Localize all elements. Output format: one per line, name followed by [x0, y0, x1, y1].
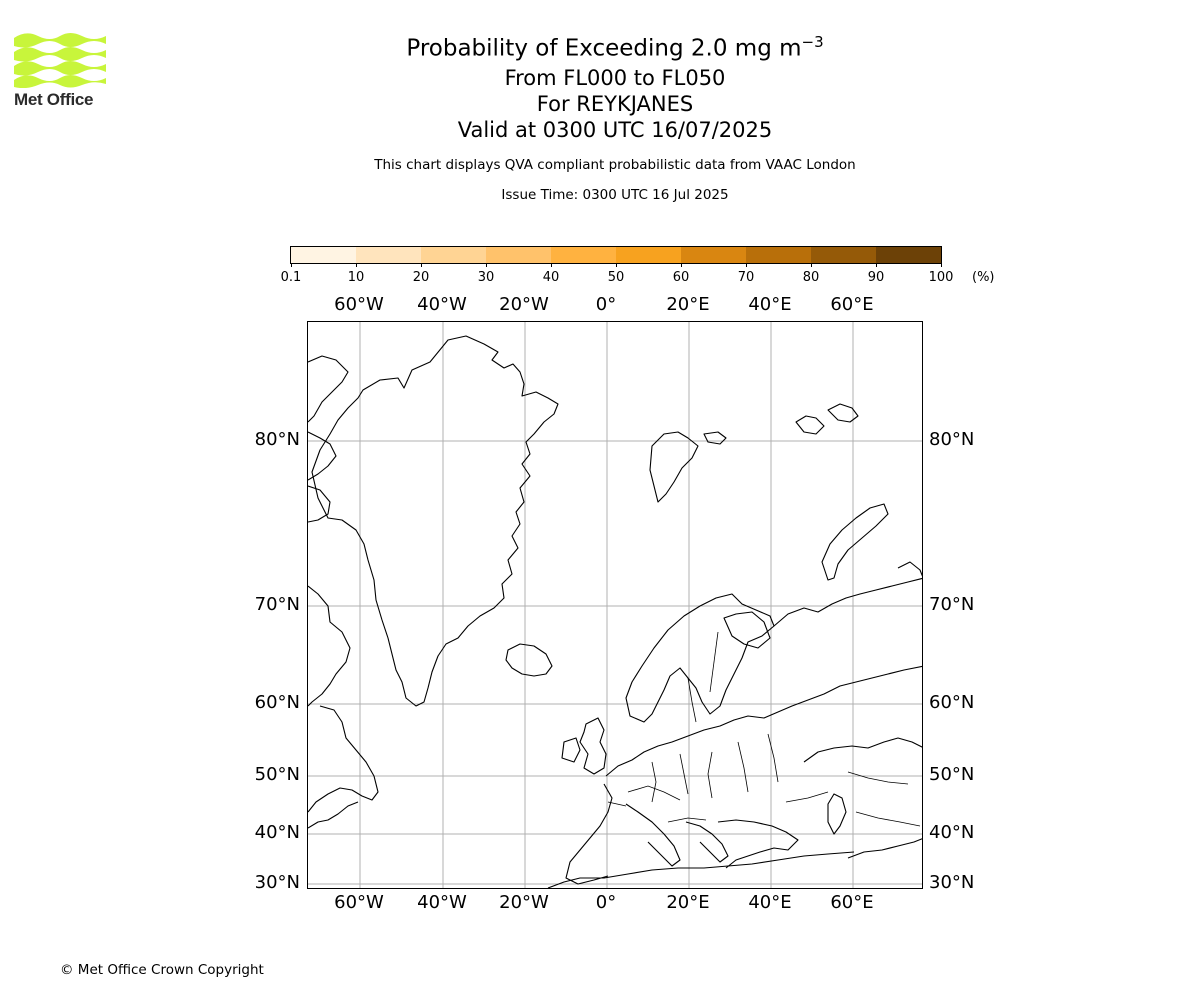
- met-office-logo: [14, 30, 108, 110]
- colorbar-tick-label: 90: [867, 270, 885, 285]
- colorbar-tick: [811, 263, 812, 267]
- colorbar-scale: [290, 246, 942, 264]
- colorbar-tick: [681, 263, 682, 267]
- colorbar-tick-label: 80: [802, 270, 820, 285]
- lat-label-left: 40°N: [254, 822, 300, 843]
- colorbar-tick-label: 50: [607, 270, 625, 285]
- lon-label-bottom: 40°E: [748, 892, 792, 913]
- colorbar-tick-label: 20: [412, 270, 430, 285]
- colorbar-segment: [616, 247, 681, 263]
- issue-time: Issue Time: 0300 UTC 16 Jul 2025: [501, 186, 729, 203]
- colorbar-tick: [551, 263, 552, 267]
- lat-label-left: 60°N: [254, 692, 300, 713]
- lat-label-left: 70°N: [254, 594, 300, 615]
- colorbar-segment: [356, 247, 421, 263]
- colorbar-tick-label: 30: [477, 270, 495, 285]
- colorbar-tick-label: 40: [542, 270, 560, 285]
- borders: [608, 632, 920, 826]
- colorbar-unit: (%): [972, 270, 995, 285]
- colorbar-tick-label: 70: [737, 270, 755, 285]
- lat-label-left: 30°N: [254, 872, 300, 893]
- lon-label-bottom: 60°W: [334, 892, 384, 913]
- lat-label-right: 40°N: [929, 822, 975, 843]
- colorbar-segment: [811, 247, 876, 263]
- colorbar-tick: [746, 263, 747, 267]
- coastline-map: [308, 322, 923, 889]
- title-exponent: −3: [801, 33, 824, 51]
- colorbar-segment: [746, 247, 811, 263]
- chart-header: [315, 26, 915, 203]
- valid-time: Valid at 0300 UTC 16/07/2025: [457, 117, 773, 142]
- lon-label-top: 0°: [595, 294, 617, 315]
- copyright-text: © Met Office Crown Copyright: [60, 962, 264, 978]
- lat-label-right: 30°N: [929, 872, 975, 893]
- lat-label-right: 60°N: [929, 692, 975, 713]
- lon-label-top: 60°W: [334, 294, 384, 315]
- colorbar-tick: [291, 263, 292, 267]
- chart-description: This chart displays QVA compliant probabilistic data from VAAC London: [374, 156, 856, 173]
- colorbar-tick: [486, 263, 487, 267]
- lon-label-top: 40°W: [417, 294, 467, 315]
- wave-logo-icon: [14, 30, 106, 88]
- colorbar-tick-label: 0.1: [280, 270, 302, 285]
- lat-label-left: 80°N: [254, 429, 300, 450]
- lon-label-top: 60°E: [830, 294, 874, 315]
- map-panel[interactable]: [307, 321, 923, 889]
- colorbar-tick-label: 60: [672, 270, 690, 285]
- colorbar-segment: [876, 247, 941, 263]
- colorbar-tick: [941, 263, 942, 267]
- volcano-name: For REYKJANES: [536, 91, 694, 116]
- colorbar-segment: [551, 247, 616, 263]
- colorbar-tick: [876, 263, 877, 267]
- lon-label-bottom: 20°W: [499, 892, 549, 913]
- logo-text: Met Office: [14, 90, 94, 109]
- colorbar-segment: [421, 247, 486, 263]
- chart-title: Probability of Exceeding 2.0 mg $m^{-3}$: [406, 33, 824, 62]
- lon-label-bottom: 60°E: [830, 892, 874, 913]
- colorbar-segment: [681, 247, 746, 263]
- lon-label-bottom: 40°W: [417, 892, 467, 913]
- lat-label-left: 50°N: [254, 764, 300, 785]
- colorbar-tick: [356, 263, 357, 267]
- colorbar-segment: [291, 247, 356, 263]
- lon-label-top: 40°E: [748, 294, 792, 315]
- lon-label-top: 20°W: [499, 294, 549, 315]
- lon-label-bottom: 20°E: [666, 892, 710, 913]
- lon-label-top: 20°E: [666, 294, 710, 315]
- colorbar-tick: [421, 263, 422, 267]
- colorbar-tick: [616, 263, 617, 267]
- lat-label-right: 70°N: [929, 594, 975, 615]
- lon-label-bottom: 0°: [595, 892, 617, 913]
- colorbar: [280, 246, 954, 285]
- colorbar-tick-label: 10: [347, 270, 365, 285]
- lat-label-right: 50°N: [929, 764, 975, 785]
- level-range: From FL000 to FL050: [504, 65, 726, 90]
- colorbar-tick-label: 100: [928, 270, 954, 285]
- coastlines: [308, 336, 923, 888]
- lat-label-right: 80°N: [929, 429, 975, 450]
- colorbar-segment: [486, 247, 551, 263]
